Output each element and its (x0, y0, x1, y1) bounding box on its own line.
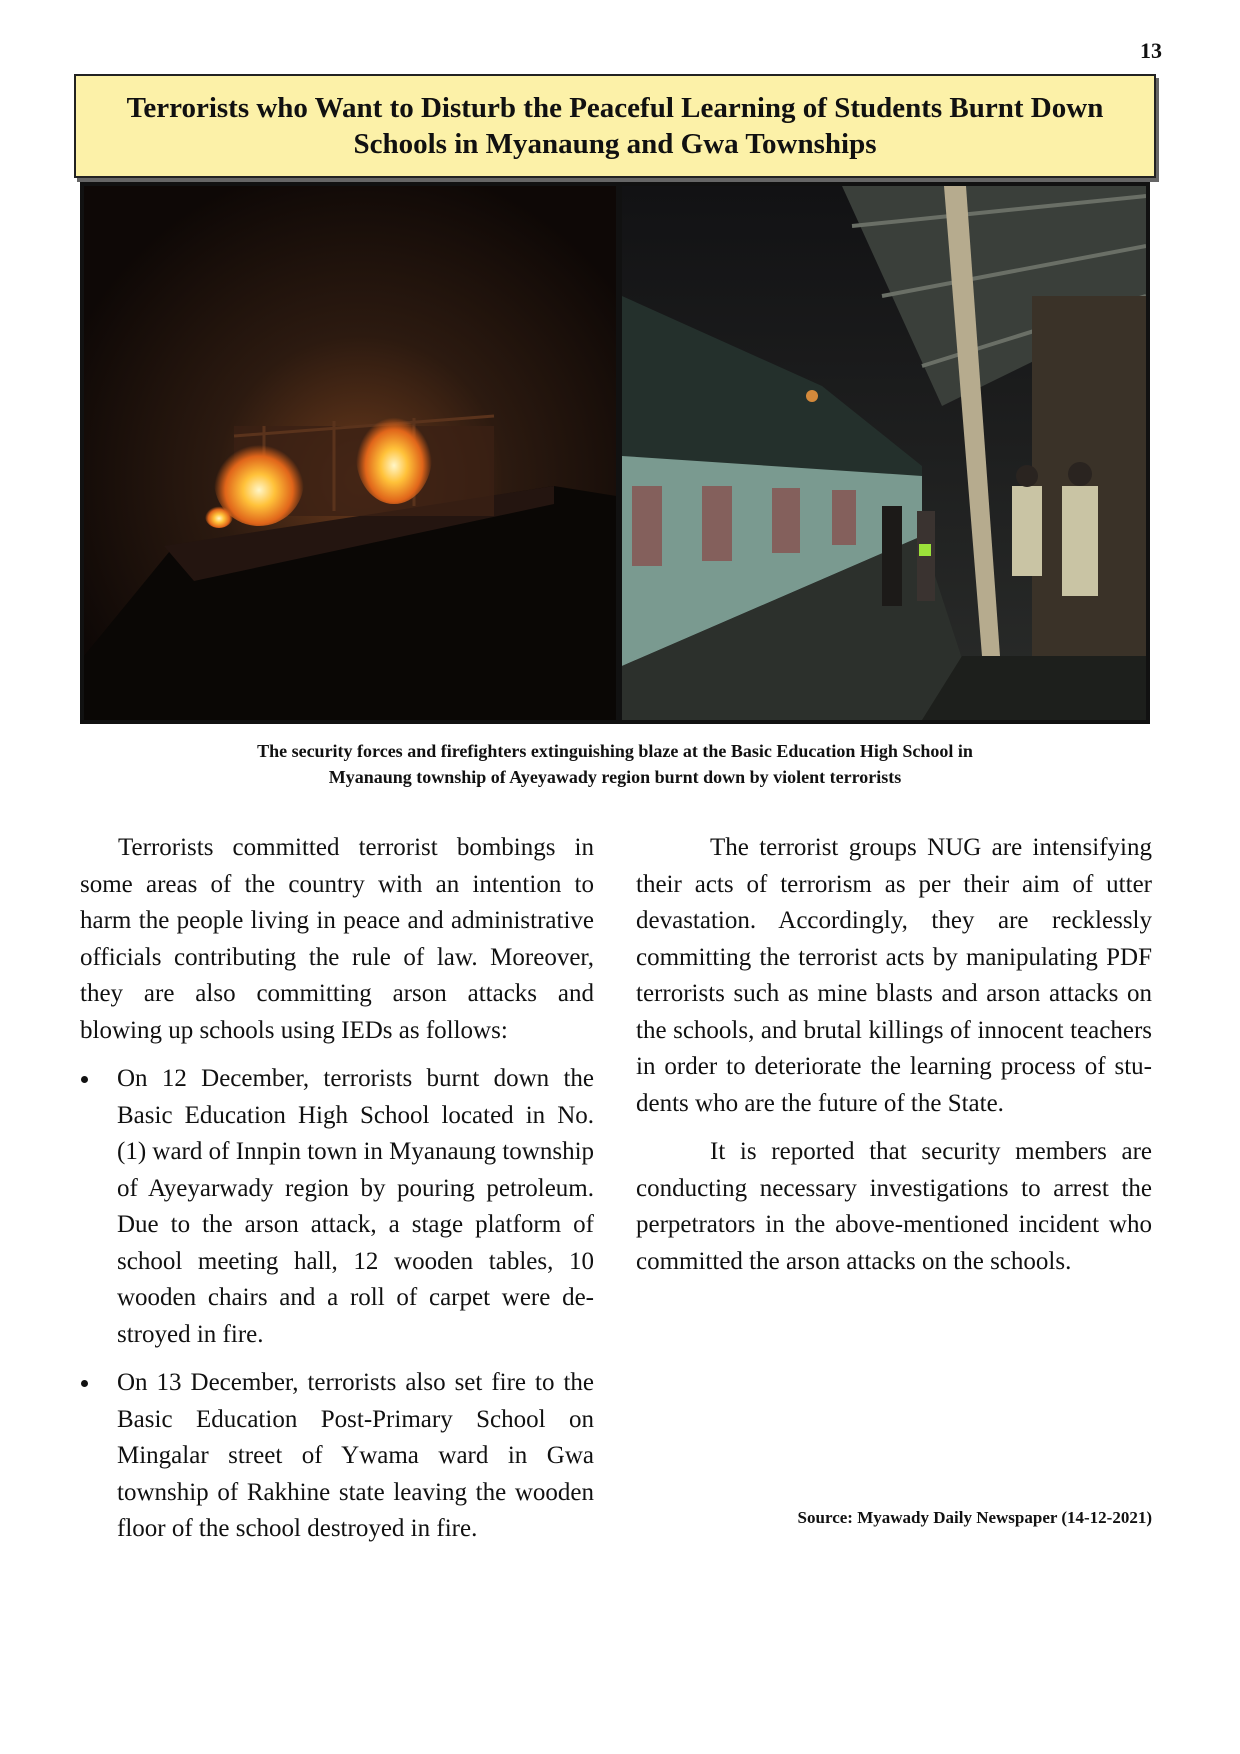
headline-box (74, 74, 1156, 178)
photo-frame (80, 182, 1150, 724)
fire-scene-image (84, 186, 616, 720)
page-number: 13 (1140, 38, 1162, 63)
list-item-text: On 13 December, terrorists also set fire to the Basic Education Post-Primary School on Mingalar street of Ywama ward in Gwa township of Rakhine state leaving the wooden floor of the school destroyed in fire. (117, 1369, 594, 1542)
list-item-text: On 12 December, terrorists burnt down the Basic Education High School located in No. (1) ward of Innpin town in Myanaung township of Ayeyarwady region by pouring petroleum. Due to the arson attack, a stage platform of school meeting hall, 12 wooden tables, 10 wooden chairs and a roll of carpet were destroyed in fire. (117, 1065, 595, 1348)
incident-list (80, 1061, 594, 1548)
intro-paragraph: Terrorists committed terrorist bombings in some areas of the country with an intention to harm the people living in peace and administrative officials contributing the rule of law. Moreover, they are also committing arson attacks and blowing up schools using IEDs as follows: (80, 834, 594, 1044)
left-column (80, 830, 594, 1560)
headline-line-1: Terrorists who Want to Disturb the Peaceful Learning of Students Burnt Down (126, 92, 1104, 124)
body-paragraph: It is reported that security members are conducting necessary investigations to arrest the perpetrators in the above-mentioned incident who committed the arson attacks on the schools. (636, 1138, 1152, 1275)
bullet-icon (81, 1076, 88, 1083)
firefighters-scene-image (622, 186, 1146, 720)
body-paragraph: The terrorist groups NUG are intensifying their acts of terrorism as per their aim of utter devastation. Accordingly, they are recklessly committing the terrorist acts by manipulating PDF terrorists such as mine blasts and arson attacks on the schools, and brutal killings of innocent teachers in order to deteriorate the learning process of students who are the future of the State. (636, 834, 1152, 1117)
photo-caption-line-2: Myanaung township of Ayeyawady region burnt down by violent terrorists (328, 767, 902, 787)
photo-caption (80, 738, 1150, 790)
photo-firefighters-at-school (622, 186, 1146, 720)
right-column (636, 830, 1152, 1292)
source-credit: Source: Myawady Daily Newspaper (14-12-2021) (797, 1508, 1152, 1527)
list-item (80, 1061, 594, 1353)
headline-line-2: Schools in Myanaung and Gwa Townships (353, 128, 877, 160)
photo-caption-line-1: The security forces and firefighters extinguishing blaze at the Basic Education High School in (257, 741, 973, 761)
list-item (80, 1365, 594, 1548)
bullet-icon (81, 1380, 88, 1387)
photo-burning-school-building (84, 186, 616, 720)
